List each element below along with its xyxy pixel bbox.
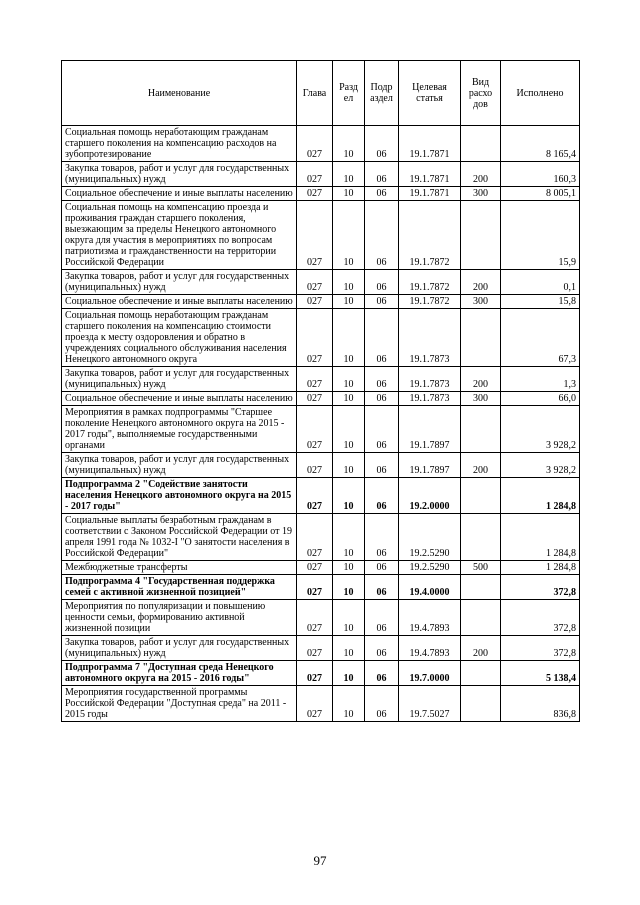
row-chapter-cell: 027 <box>297 661 333 686</box>
row-executed-cell: 66,0 <box>501 392 580 406</box>
row-target-article-cell: 19.4.0000 <box>399 575 461 600</box>
row-name-cell: Закупка товаров, работ и услуг для государственных (муниципальных) нужд <box>62 453 297 478</box>
row-chapter-cell: 027 <box>297 309 333 367</box>
row-executed-cell: 5 138,4 <box>501 661 580 686</box>
row-target-article-cell: 19.4.7893 <box>399 600 461 636</box>
row-executed-cell: 0,1 <box>501 270 580 295</box>
budget-table <box>61 60 580 722</box>
row-section-cell: 10 <box>333 392 365 406</box>
row-subsection-cell: 06 <box>365 661 399 686</box>
row-chapter-cell: 027 <box>297 270 333 295</box>
table-row <box>62 201 580 270</box>
row-executed-cell: 372,8 <box>501 600 580 636</box>
row-expense-type-cell <box>461 600 501 636</box>
row-section-cell: 10 <box>333 575 365 600</box>
row-name-cell: Социальная помощь на компенсацию проезда и проживания граждан старшего поколения, выезжающим за пределы Ненецкого автономного округа для участия в мероприятиях по вопросам патриотизма и гражданственности на территории Российской Федерации <box>62 201 297 270</box>
table-row <box>62 514 580 561</box>
row-name-cell: Закупка товаров, работ и услуг для государственных (муниципальных) нужд <box>62 270 297 295</box>
row-section-cell: 10 <box>333 686 365 722</box>
row-section-cell: 10 <box>333 162 365 187</box>
table-row <box>62 392 580 406</box>
row-name-cell: Подпрограмма 7 "Доступная среда Ненецкого автономного округа на 2015 - 2016 годы" <box>62 661 297 686</box>
row-target-article-cell: 19.2.5290 <box>399 514 461 561</box>
row-expense-type-cell <box>461 575 501 600</box>
table-row <box>62 295 580 309</box>
row-executed-cell: 3 928,2 <box>501 453 580 478</box>
row-name-cell: Мероприятия в рамках подпрограммы "Старшее поколение Ненецкого автономного округа на 2015 - 2017 годы", выполняемые государственными органами <box>62 406 297 453</box>
row-section-cell: 10 <box>333 270 365 295</box>
row-subsection-cell: 06 <box>365 478 399 514</box>
row-section-cell: 10 <box>333 600 365 636</box>
row-subsection-cell: 06 <box>365 270 399 295</box>
row-chapter-cell: 027 <box>297 514 333 561</box>
row-name-cell: Мероприятия по популяризации и повышению ценности семьи, формированию активной жизненной позиции <box>62 600 297 636</box>
row-subsection-cell: 06 <box>365 367 399 392</box>
row-target-article-cell: 19.1.7872 <box>399 295 461 309</box>
table-row <box>62 686 580 722</box>
row-chapter-cell: 027 <box>297 636 333 661</box>
row-section-cell: 10 <box>333 561 365 575</box>
row-expense-type-cell: 200 <box>461 162 501 187</box>
row-name-cell: Социальная помощь неработающим гражданам старшего поколения на компенсацию стоимости проезда к месту оздоровления и обратно в учреждениях социального обслуживания населения Ненецкого автономного округа <box>62 309 297 367</box>
row-target-article-cell: 19.1.7873 <box>399 392 461 406</box>
row-section-cell: 10 <box>333 406 365 453</box>
row-name-cell: Закупка товаров, работ и услуг для государственных (муниципальных) нужд <box>62 636 297 661</box>
row-chapter-cell: 027 <box>297 686 333 722</box>
row-subsection-cell: 06 <box>365 295 399 309</box>
row-target-article-cell: 19.1.7897 <box>399 453 461 478</box>
row-subsection-cell: 06 <box>365 392 399 406</box>
row-executed-cell: 67,3 <box>501 309 580 367</box>
row-expense-type-cell <box>461 126 501 162</box>
row-executed-cell: 836,8 <box>501 686 580 722</box>
header-section: Разд ел <box>333 61 365 126</box>
row-subsection-cell: 06 <box>365 126 399 162</box>
row-target-article-cell: 19.1.7871 <box>399 162 461 187</box>
header-chapter: Глава <box>297 61 333 126</box>
row-expense-type-cell <box>461 686 501 722</box>
row-name-cell: Закупка товаров, работ и услуг для государственных (муниципальных) нужд <box>62 367 297 392</box>
row-executed-cell: 1 284,8 <box>501 478 580 514</box>
row-subsection-cell: 06 <box>365 686 399 722</box>
row-name-cell: Социальное обеспечение и иные выплаты населению <box>62 187 297 201</box>
row-executed-cell: 15,8 <box>501 295 580 309</box>
row-section-cell: 10 <box>333 478 365 514</box>
header-subsection: Подр аздел <box>365 61 399 126</box>
row-subsection-cell: 06 <box>365 453 399 478</box>
row-name-cell: Мероприятия государственной программы Российской Федерации "Доступная среда" на 2011 - 2015 годы <box>62 686 297 722</box>
row-chapter-cell: 027 <box>297 406 333 453</box>
row-executed-cell: 15,9 <box>501 201 580 270</box>
row-expense-type-cell: 200 <box>461 270 501 295</box>
table-row <box>62 162 580 187</box>
row-target-article-cell: 19.1.7872 <box>399 201 461 270</box>
row-section-cell: 10 <box>333 636 365 661</box>
row-subsection-cell: 06 <box>365 600 399 636</box>
row-expense-type-cell: 300 <box>461 295 501 309</box>
header-target-article: Целевая статья <box>399 61 461 126</box>
row-target-article-cell: 19.2.5290 <box>399 561 461 575</box>
header-name: Наименование <box>62 61 297 126</box>
row-expense-type-cell: 200 <box>461 453 501 478</box>
row-name-cell: Социальное обеспечение и иные выплаты населению <box>62 392 297 406</box>
row-target-article-cell: 19.1.7871 <box>399 187 461 201</box>
row-expense-type-cell: 500 <box>461 561 501 575</box>
row-chapter-cell: 027 <box>297 187 333 201</box>
row-chapter-cell: 027 <box>297 367 333 392</box>
row-target-article-cell: 19.7.5027 <box>399 686 461 722</box>
row-section-cell: 10 <box>333 187 365 201</box>
row-section-cell: 10 <box>333 126 365 162</box>
row-section-cell: 10 <box>333 201 365 270</box>
table-row <box>62 367 580 392</box>
row-section-cell: 10 <box>333 367 365 392</box>
row-name-cell: Социальная помощь неработающим гражданам старшего поколения на компенсацию расходов на зубопротезирование <box>62 126 297 162</box>
row-target-article-cell: 19.2.0000 <box>399 478 461 514</box>
row-expense-type-cell <box>461 309 501 367</box>
row-chapter-cell: 027 <box>297 201 333 270</box>
row-chapter-cell: 027 <box>297 162 333 187</box>
row-target-article-cell: 19.1.7872 <box>399 270 461 295</box>
table-row <box>62 453 580 478</box>
row-executed-cell: 8 005,1 <box>501 187 580 201</box>
row-chapter-cell: 027 <box>297 600 333 636</box>
row-target-article-cell: 19.1.7871 <box>399 126 461 162</box>
row-executed-cell: 1 284,8 <box>501 561 580 575</box>
row-name-cell: Межбюджетные трансферты <box>62 561 297 575</box>
row-executed-cell: 3 928,2 <box>501 406 580 453</box>
row-section-cell: 10 <box>333 514 365 561</box>
row-subsection-cell: 06 <box>365 561 399 575</box>
table-row <box>62 636 580 661</box>
table-row <box>62 309 580 367</box>
row-executed-cell: 372,8 <box>501 636 580 661</box>
table-row <box>62 126 580 162</box>
row-expense-type-cell <box>461 201 501 270</box>
table-row <box>62 478 580 514</box>
table-row <box>62 600 580 636</box>
row-chapter-cell: 027 <box>297 561 333 575</box>
header-expense-type: Вид расхо дов <box>461 61 501 126</box>
row-subsection-cell: 06 <box>365 636 399 661</box>
row-section-cell: 10 <box>333 309 365 367</box>
row-section-cell: 10 <box>333 661 365 686</box>
row-expense-type-cell: 200 <box>461 367 501 392</box>
table-row <box>62 187 580 201</box>
row-subsection-cell: 06 <box>365 309 399 367</box>
row-subsection-cell: 06 <box>365 201 399 270</box>
row-target-article-cell: 19.4.7893 <box>399 636 461 661</box>
row-name-cell: Закупка товаров, работ и услуг для государственных (муниципальных) нужд <box>62 162 297 187</box>
row-expense-type-cell <box>461 406 501 453</box>
row-subsection-cell: 06 <box>365 406 399 453</box>
row-name-cell: Социальное обеспечение и иные выплаты населению <box>62 295 297 309</box>
table-row <box>62 561 580 575</box>
table-row <box>62 575 580 600</box>
row-subsection-cell: 06 <box>365 514 399 561</box>
page-number: 97 <box>313 853 327 868</box>
row-executed-cell: 372,8 <box>501 575 580 600</box>
row-section-cell: 10 <box>333 295 365 309</box>
row-chapter-cell: 027 <box>297 295 333 309</box>
row-chapter-cell: 027 <box>297 478 333 514</box>
row-target-article-cell: 19.1.7873 <box>399 309 461 367</box>
row-expense-type-cell: 300 <box>461 187 501 201</box>
row-target-article-cell: 19.1.7897 <box>399 406 461 453</box>
row-chapter-cell: 027 <box>297 453 333 478</box>
row-expense-type-cell: 200 <box>461 636 501 661</box>
row-executed-cell: 1,3 <box>501 367 580 392</box>
row-chapter-cell: 027 <box>297 392 333 406</box>
row-expense-type-cell: 300 <box>461 392 501 406</box>
table-row <box>62 406 580 453</box>
table-row <box>62 270 580 295</box>
row-expense-type-cell <box>461 514 501 561</box>
row-chapter-cell: 027 <box>297 126 333 162</box>
row-chapter-cell: 027 <box>297 575 333 600</box>
row-executed-cell: 160,3 <box>501 162 580 187</box>
table-row <box>62 661 580 686</box>
row-executed-cell: 1 284,8 <box>501 514 580 561</box>
row-target-article-cell: 19.7.0000 <box>399 661 461 686</box>
row-name-cell: Социальные выплаты безработным гражданам в соответствии с Законом Российской Федерации от 19 апреля 1991 года № 1032-I "О занятости населения в Российской Федерации" <box>62 514 297 561</box>
row-target-article-cell: 19.1.7873 <box>399 367 461 392</box>
row-expense-type-cell <box>461 661 501 686</box>
row-name-cell: Подпрограмма 2 "Содействие занятости населения Ненецкого автономного округа на 2015 - 2017 годы" <box>62 478 297 514</box>
row-subsection-cell: 06 <box>365 162 399 187</box>
row-expense-type-cell <box>461 478 501 514</box>
row-name-cell: Подпрограмма 4 "Государственная поддержка семей с активной жизненной позицией" <box>62 575 297 600</box>
row-subsection-cell: 06 <box>365 187 399 201</box>
table-header-row <box>62 61 580 126</box>
row-section-cell: 10 <box>333 453 365 478</box>
header-executed: Исполнено <box>501 61 580 126</box>
row-subsection-cell: 06 <box>365 575 399 600</box>
row-executed-cell: 8 165,4 <box>501 126 580 162</box>
